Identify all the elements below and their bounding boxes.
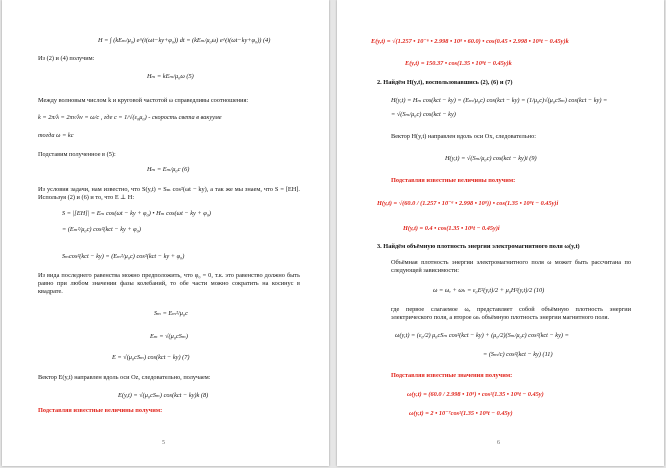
paragraph: Вектор E(y,t) направлен вдоль оси Oz, следовательно, получаем: bbox=[38, 374, 211, 381]
paragraph: Из условия задачи, нам известно, что S(y,t) = Sₘ cos²(ωt − ky), а так же мы знаем, что S = [EH]. Используя (2) и (6) и то, что E ⊥ H: bbox=[38, 186, 300, 201]
equation-sm: Sₘ = Eₘ²/μ₀c bbox=[154, 310, 188, 317]
equation-energy-11: = (Sₘ/c) cos²(kct − ky) (11) bbox=[483, 351, 553, 358]
equation-em: Eₘ = √(μ₀cSₘ) bbox=[150, 333, 188, 340]
document-page-left bbox=[2, 0, 329, 466]
heading-substitute: Подставляя известные значения получим: bbox=[391, 372, 513, 379]
paragraph: Из (2) и (4) получим: bbox=[38, 55, 95, 62]
equation-e-8: E(y,t) = √(μ₀cSₘ) cos(kct − ky)k (8) bbox=[118, 392, 209, 399]
heading-substitute: Подставляя известные величины получим: bbox=[38, 407, 163, 414]
equation-sm-equality: Sₘcos²(kct − ky) = (Eₘ²/μ₀c) cos²(kct − ky + φ₀) bbox=[62, 253, 185, 260]
paragraph: Подставим полученное в (5): bbox=[38, 151, 116, 158]
result-energy-final: ω(y,t) = 2 • 10⁻⁷cos²(1.35 • 10⁸t − 0.45y) bbox=[409, 410, 513, 417]
equation-h-9: H(y,t) = √(Sₘ/μ₀c) cos(kct − ky)i (9) bbox=[445, 155, 537, 162]
result-energy-substituted: ω(y,t) = (60.0 / 2.998 • 10⁸) • cos²(1.35 • 10⁸t − 0.45y) bbox=[407, 391, 544, 398]
equation-energy-derivation: ω(y,t) = (ε₀/2) μ₀cSₘ cos²(kct − ky) + (μ₀/2)(Sₘ/μ₀c) cos²(kct − ky) = bbox=[395, 332, 569, 339]
paragraph: где первое слагаемое ωₑ представляет собой объёмную плотность энергии электрического поля, а второе ωₕ объёмную плотность энергии магнитного поля. bbox=[391, 306, 631, 321]
paragraph: Из вида последнего равенства можно предположить, что φ₀ = 0, т.к. это равенство должно быть равно при любом значении фазы колебаний, то обе части можно сократить на косинус в квадрате. bbox=[38, 272, 300, 295]
equation-s-product: S = |[EH]| = Eₘ cos(ωt − ky + φ₀) • Hₘ cos(ωt − ky + φ₀) bbox=[62, 210, 212, 217]
page-number: 5 bbox=[162, 440, 165, 446]
result-e-final: E(y,t) = 150.37 • cos(1.35 • 10⁸t − 0.45y)k bbox=[405, 60, 512, 67]
equation-h-derivation: H(y,t) = Hₘ cos(kct − ky) = (Eₘ/μ₀c) cos(kct − ky) = (1/μ₀c)√(μ₀cSₘ) cos(kct − ky) = bbox=[391, 97, 608, 104]
page-number: 6 bbox=[497, 440, 500, 446]
document-page-right bbox=[337, 0, 664, 466]
paragraph: Объёмная плотность энергии электромагнитного поля ω может быть рассчитана по следующей зависимости: bbox=[391, 259, 631, 274]
paragraph: Вектор H(y,t) направлен вдоль оси Ox, следовательно: bbox=[391, 133, 536, 140]
section-heading-2: 2. Найдём H(y,t), воспользовавшись (2), (6) и (7) bbox=[377, 79, 513, 86]
section-heading-3: 3. Найдём объёмную плотность энергии электромагнитного поля ω(y,t) bbox=[377, 243, 580, 250]
equation-omega-kc: тогда ω = kc bbox=[38, 132, 74, 139]
equation-hm: Hₘ = kEₘ/μ₀ω (5) bbox=[147, 73, 194, 80]
result-e-substituted: E(y,t) = √(1.257 • 10⁻⁶ • 2.998 • 10⁸ • 60.0) • cos(0.45 • 2.998 • 10⁸t − 0.45y)k bbox=[371, 38, 569, 45]
paragraph: Между волновым числом k и круговой частотой ω справедливы соотношения: bbox=[38, 97, 249, 104]
result-h-substituted: H(y,t) = √(60.0 / (1.257 • 10⁻⁶ • 2.998 • 10⁸)) • cos(1.35 • 10⁸t − 0.45y)i bbox=[377, 200, 559, 207]
equation-h-derivation-cont: = √(Sₘ/μ₀c) cos(kct − ky) bbox=[391, 111, 456, 118]
heading-substitute: Подставляя известные величины получим: bbox=[391, 177, 516, 184]
equation-e-7: E = √(μ₀cSₘ) cos(kct − ky) (7) bbox=[112, 354, 190, 361]
equation-hm-c: Hₘ = Eₘ/μ₀c (6) bbox=[147, 166, 190, 173]
equation-k-relations: k = 2π/λ = 2πν/λν = ω/c , где c = 1/√(ε₀μ₀) - скорость света в вакууме bbox=[38, 114, 222, 121]
result-h-final: H(y,t) = 0.4 • cos(1.35 • 10⁸t − 0.45y)i bbox=[403, 225, 500, 232]
equation-h-integral: H = ∫ (kEₘ/μ₀) e^(i(ωt−ky+φ₀)) dt = (kEₘ/μ₀ω) e^(i(ωt−ky+φ₀)) (4) bbox=[98, 37, 271, 44]
equation-energy-10: ω = ωₑ + ωₕ = ε₀E²(y,t)/2 + μ₀H²(y,t)/2 (10) bbox=[433, 287, 545, 294]
equation-s-cos: = (Eₘ²/μ₀c) cos²(kct − ky + φ₀) bbox=[62, 226, 141, 233]
